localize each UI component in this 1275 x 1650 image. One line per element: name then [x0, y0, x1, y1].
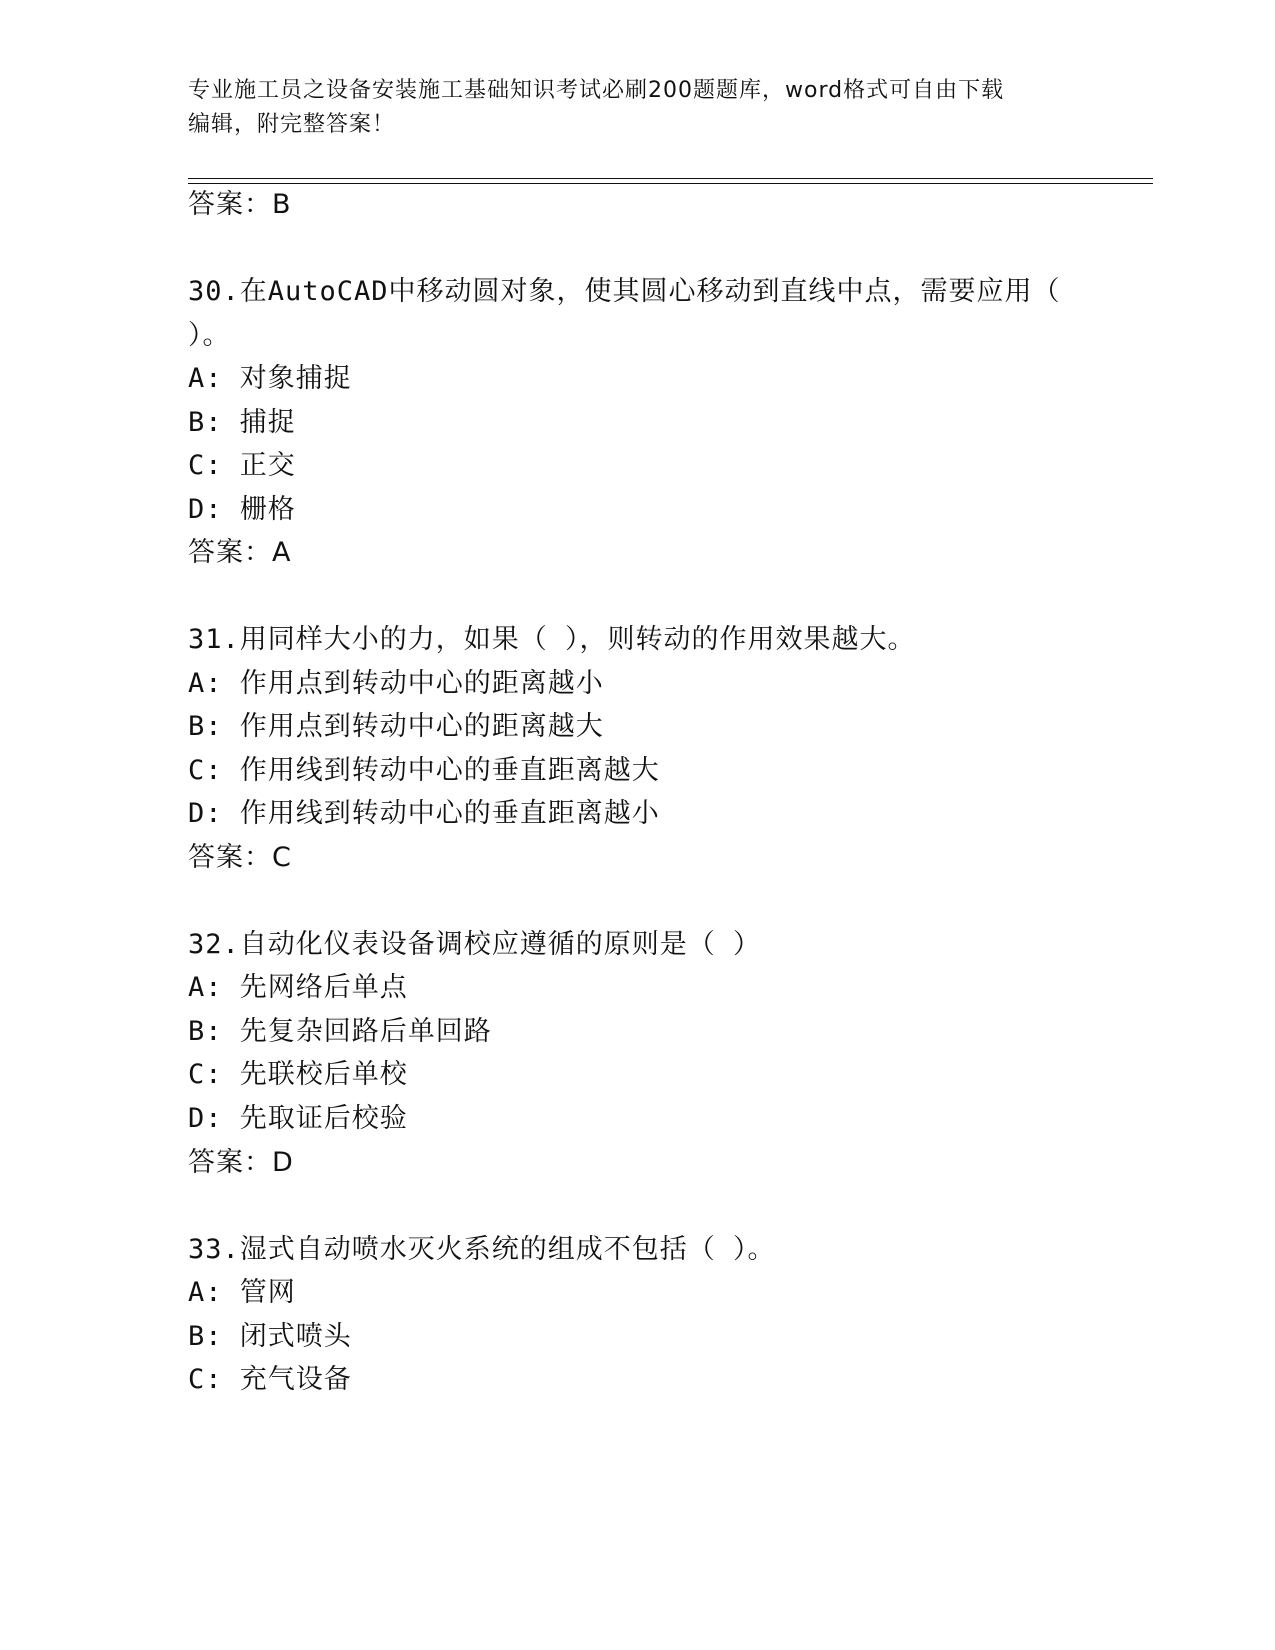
question-30-stem-line-2: ）。	[188, 320, 231, 351]
question-30-answer: 答案：A	[188, 537, 292, 568]
question-30-option-d: D: 栅格	[188, 494, 296, 525]
header-line-2: 编辑，附完整答案！	[188, 112, 396, 137]
question-31-stem: 31.用同样大小的力，如果（ ），则转动的作用效果越大。	[188, 624, 916, 655]
question-32-option-a: A: 先网络后单点	[188, 972, 408, 1003]
question-32-answer: 答案：D	[188, 1147, 294, 1178]
question-33-stem: 33.湿式自动喷水灭火系统的组成不包括（ ）。	[188, 1234, 776, 1265]
question-30-option-c: C: 正交	[188, 450, 296, 481]
question-30-option-a: A: 对象捕捉	[188, 363, 352, 394]
question-32-option-b: B: 先复杂回路后单回路	[188, 1016, 492, 1047]
answer-29: 答案：B	[188, 189, 292, 220]
question-33-option-a: A: 管网	[188, 1277, 296, 1308]
question-31-option-d: D: 作用线到转动中心的垂直距离越小	[188, 798, 660, 829]
question-32-option-d: D: 先取证后校验	[188, 1103, 408, 1134]
question-32-stem: 32.自动化仪表设备调校应遵循的原则是（ ）	[188, 929, 762, 960]
header-divider-bottom	[188, 183, 1153, 184]
header-divider-top	[188, 178, 1153, 179]
document-header	[188, 74, 1088, 142]
question-31-answer: 答案：C	[188, 842, 292, 873]
question-31-option-c: C: 作用线到转动中心的垂直距离越大	[188, 755, 660, 786]
question-30-stem-line-1: 30.在AutoCAD中移动圆对象，使其圆心移动到直线中点，需要应用（	[188, 276, 1061, 307]
question-33-option-b: B: 闭式喷头	[188, 1321, 352, 1352]
question-32-option-c: C: 先联校后单校	[188, 1059, 408, 1090]
question-30-option-b: B: 捕捉	[188, 407, 296, 438]
question-33-option-c: C: 充气设备	[188, 1364, 352, 1395]
header-line-1: 专业施工员之设备安装施工基础知识考试必刷200题题库，word格式可自由下载	[188, 78, 1005, 103]
question-31-option-a: A: 作用点到转动中心的距离越小	[188, 668, 604, 699]
question-31-option-b: B: 作用点到转动中心的距离越大	[188, 711, 604, 742]
